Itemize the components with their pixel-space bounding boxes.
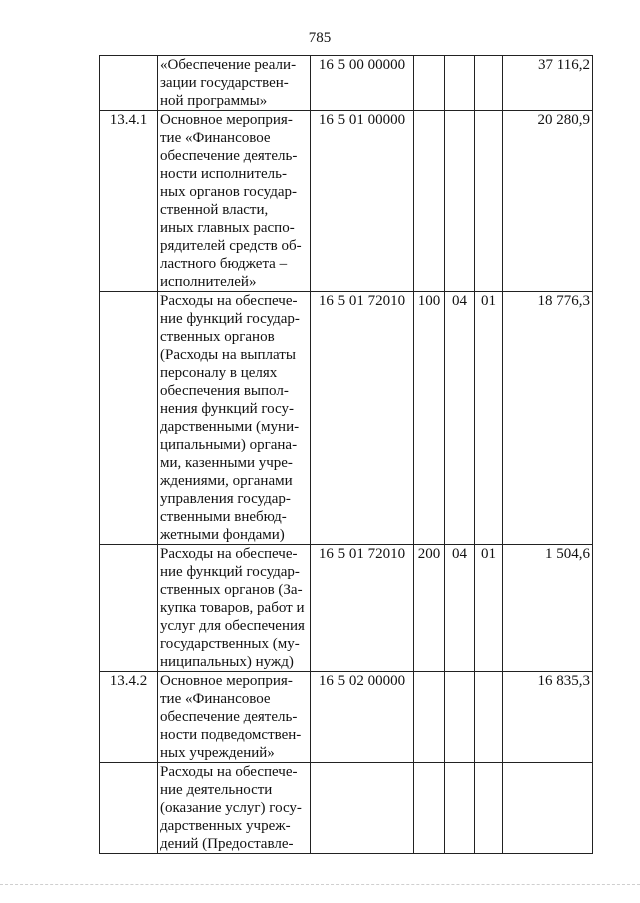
target-code-cell: 16 5 00 00000 [311, 56, 414, 111]
description-line: (оказание услуг) госу- [160, 800, 302, 816]
description-line: обеспечение деятель- [160, 709, 298, 725]
target-code-cell [311, 763, 414, 854]
description-line: ние функций государ- [160, 564, 300, 580]
expense-type-cell: 100 [414, 292, 445, 545]
target-code-cell: 16 5 01 00000 [311, 111, 414, 292]
table-row [100, 763, 593, 854]
section-cell [445, 763, 475, 854]
description-line: Расходы на обеспече- [160, 293, 298, 309]
table-row [100, 56, 593, 111]
description-line: жетными фондами) [160, 527, 285, 543]
description-line: дарственными (муни- [160, 419, 300, 435]
subsection-cell [475, 56, 503, 111]
amount-cell: 18 776,3 [503, 292, 593, 545]
description-line: ственной власти, [160, 202, 269, 218]
subsection-cell [475, 672, 503, 763]
description-line: ных органов государ- [160, 184, 297, 200]
description-line: ние функций государ- [160, 311, 300, 327]
description-line: купка товаров, работ и [160, 600, 305, 616]
description-line: государственных (му- [160, 636, 300, 652]
description-line: ми, казенными учре- [160, 455, 293, 471]
description-line: Расходы на обеспече- [160, 764, 298, 780]
description-line: тие «Финансовое [160, 691, 271, 707]
page-number: 785 [308, 30, 332, 46]
description-line: ципальными) органа- [160, 437, 298, 453]
description-line: дений (Предоставле- [160, 836, 294, 852]
description-cell [158, 763, 311, 854]
row-number-cell [100, 292, 158, 545]
description-cell [158, 672, 311, 763]
description-line: ластного бюджета – [160, 256, 288, 272]
description-line: иных главных распо- [160, 220, 295, 236]
description-line: ждениями, органами [160, 473, 293, 489]
expense-type-cell: 200 [414, 545, 445, 672]
budget-table [99, 55, 593, 854]
description-line: ности исполнитель- [160, 166, 287, 182]
target-code-cell: 16 5 01 72010 [311, 292, 414, 545]
description-line: ственных органов (За- [160, 582, 303, 598]
subsection-cell [475, 763, 503, 854]
description-cell [158, 545, 311, 672]
description-line: Расходы на обеспече- [160, 546, 298, 562]
description-line: ности подведомствен- [160, 727, 302, 743]
table-row [100, 672, 593, 763]
table-row [100, 292, 593, 545]
expense-type-cell [414, 56, 445, 111]
description-cell [158, 56, 311, 111]
description-line: Основное мероприя- [160, 673, 293, 689]
section-cell [445, 56, 475, 111]
row-number-cell: 13.4.2 [100, 672, 158, 763]
description-line: рядителей средств об- [160, 238, 302, 254]
expense-type-cell [414, 111, 445, 292]
description-line: услуг для обеспечения [160, 618, 305, 634]
subsection-cell [475, 111, 503, 292]
target-code-cell: 16 5 02 00000 [311, 672, 414, 763]
description-line: управления государ- [160, 491, 291, 507]
expense-type-cell [414, 672, 445, 763]
row-number-cell [100, 545, 158, 672]
table-row [100, 111, 593, 292]
description-line: тие «Финансовое [160, 130, 271, 146]
description-line: ных учреждений» [160, 745, 275, 761]
expense-type-cell [414, 763, 445, 854]
row-number-cell [100, 56, 158, 111]
description-line: (Расходы на выплаты [160, 347, 296, 363]
row-number-cell: 13.4.1 [100, 111, 158, 292]
scan-edge-line [0, 884, 640, 885]
amount-cell: 20 280,9 [503, 111, 593, 292]
budget-table-body [100, 56, 593, 854]
amount-cell: 16 835,3 [503, 672, 593, 763]
section-cell [445, 672, 475, 763]
section-cell: 04 [445, 545, 475, 672]
section-cell [445, 111, 475, 292]
row-number-cell [100, 763, 158, 854]
description-line: обеспечения выпол- [160, 383, 289, 399]
amount-cell [503, 763, 593, 854]
description-line: исполнителей» [160, 274, 257, 290]
description-line: ственными внебюд- [160, 509, 287, 525]
description-line: ственных органов [160, 329, 275, 345]
amount-cell: 37 116,2 [503, 56, 593, 111]
description-cell [158, 111, 311, 292]
description-line: ной программы» [160, 93, 268, 109]
section-cell: 04 [445, 292, 475, 545]
description-line: обеспечение деятель- [160, 148, 298, 164]
description-line: ние деятельности [160, 782, 273, 798]
subsection-cell: 01 [475, 545, 503, 672]
description-line: ниципальных) нужд) [160, 654, 294, 670]
description-cell [158, 292, 311, 545]
description-line: Основное мероприя- [160, 112, 293, 128]
description-line: дарственных учреж- [160, 818, 291, 834]
amount-cell: 1 504,6 [503, 545, 593, 672]
description-line: «Обеспечение реали- [160, 57, 297, 73]
subsection-cell: 01 [475, 292, 503, 545]
target-code-cell: 16 5 01 72010 [311, 545, 414, 672]
description-line: персоналу в целях [160, 365, 278, 381]
table-row [100, 545, 593, 672]
description-line: зации государствен- [160, 75, 289, 91]
description-line: нения функций госу- [160, 401, 294, 417]
